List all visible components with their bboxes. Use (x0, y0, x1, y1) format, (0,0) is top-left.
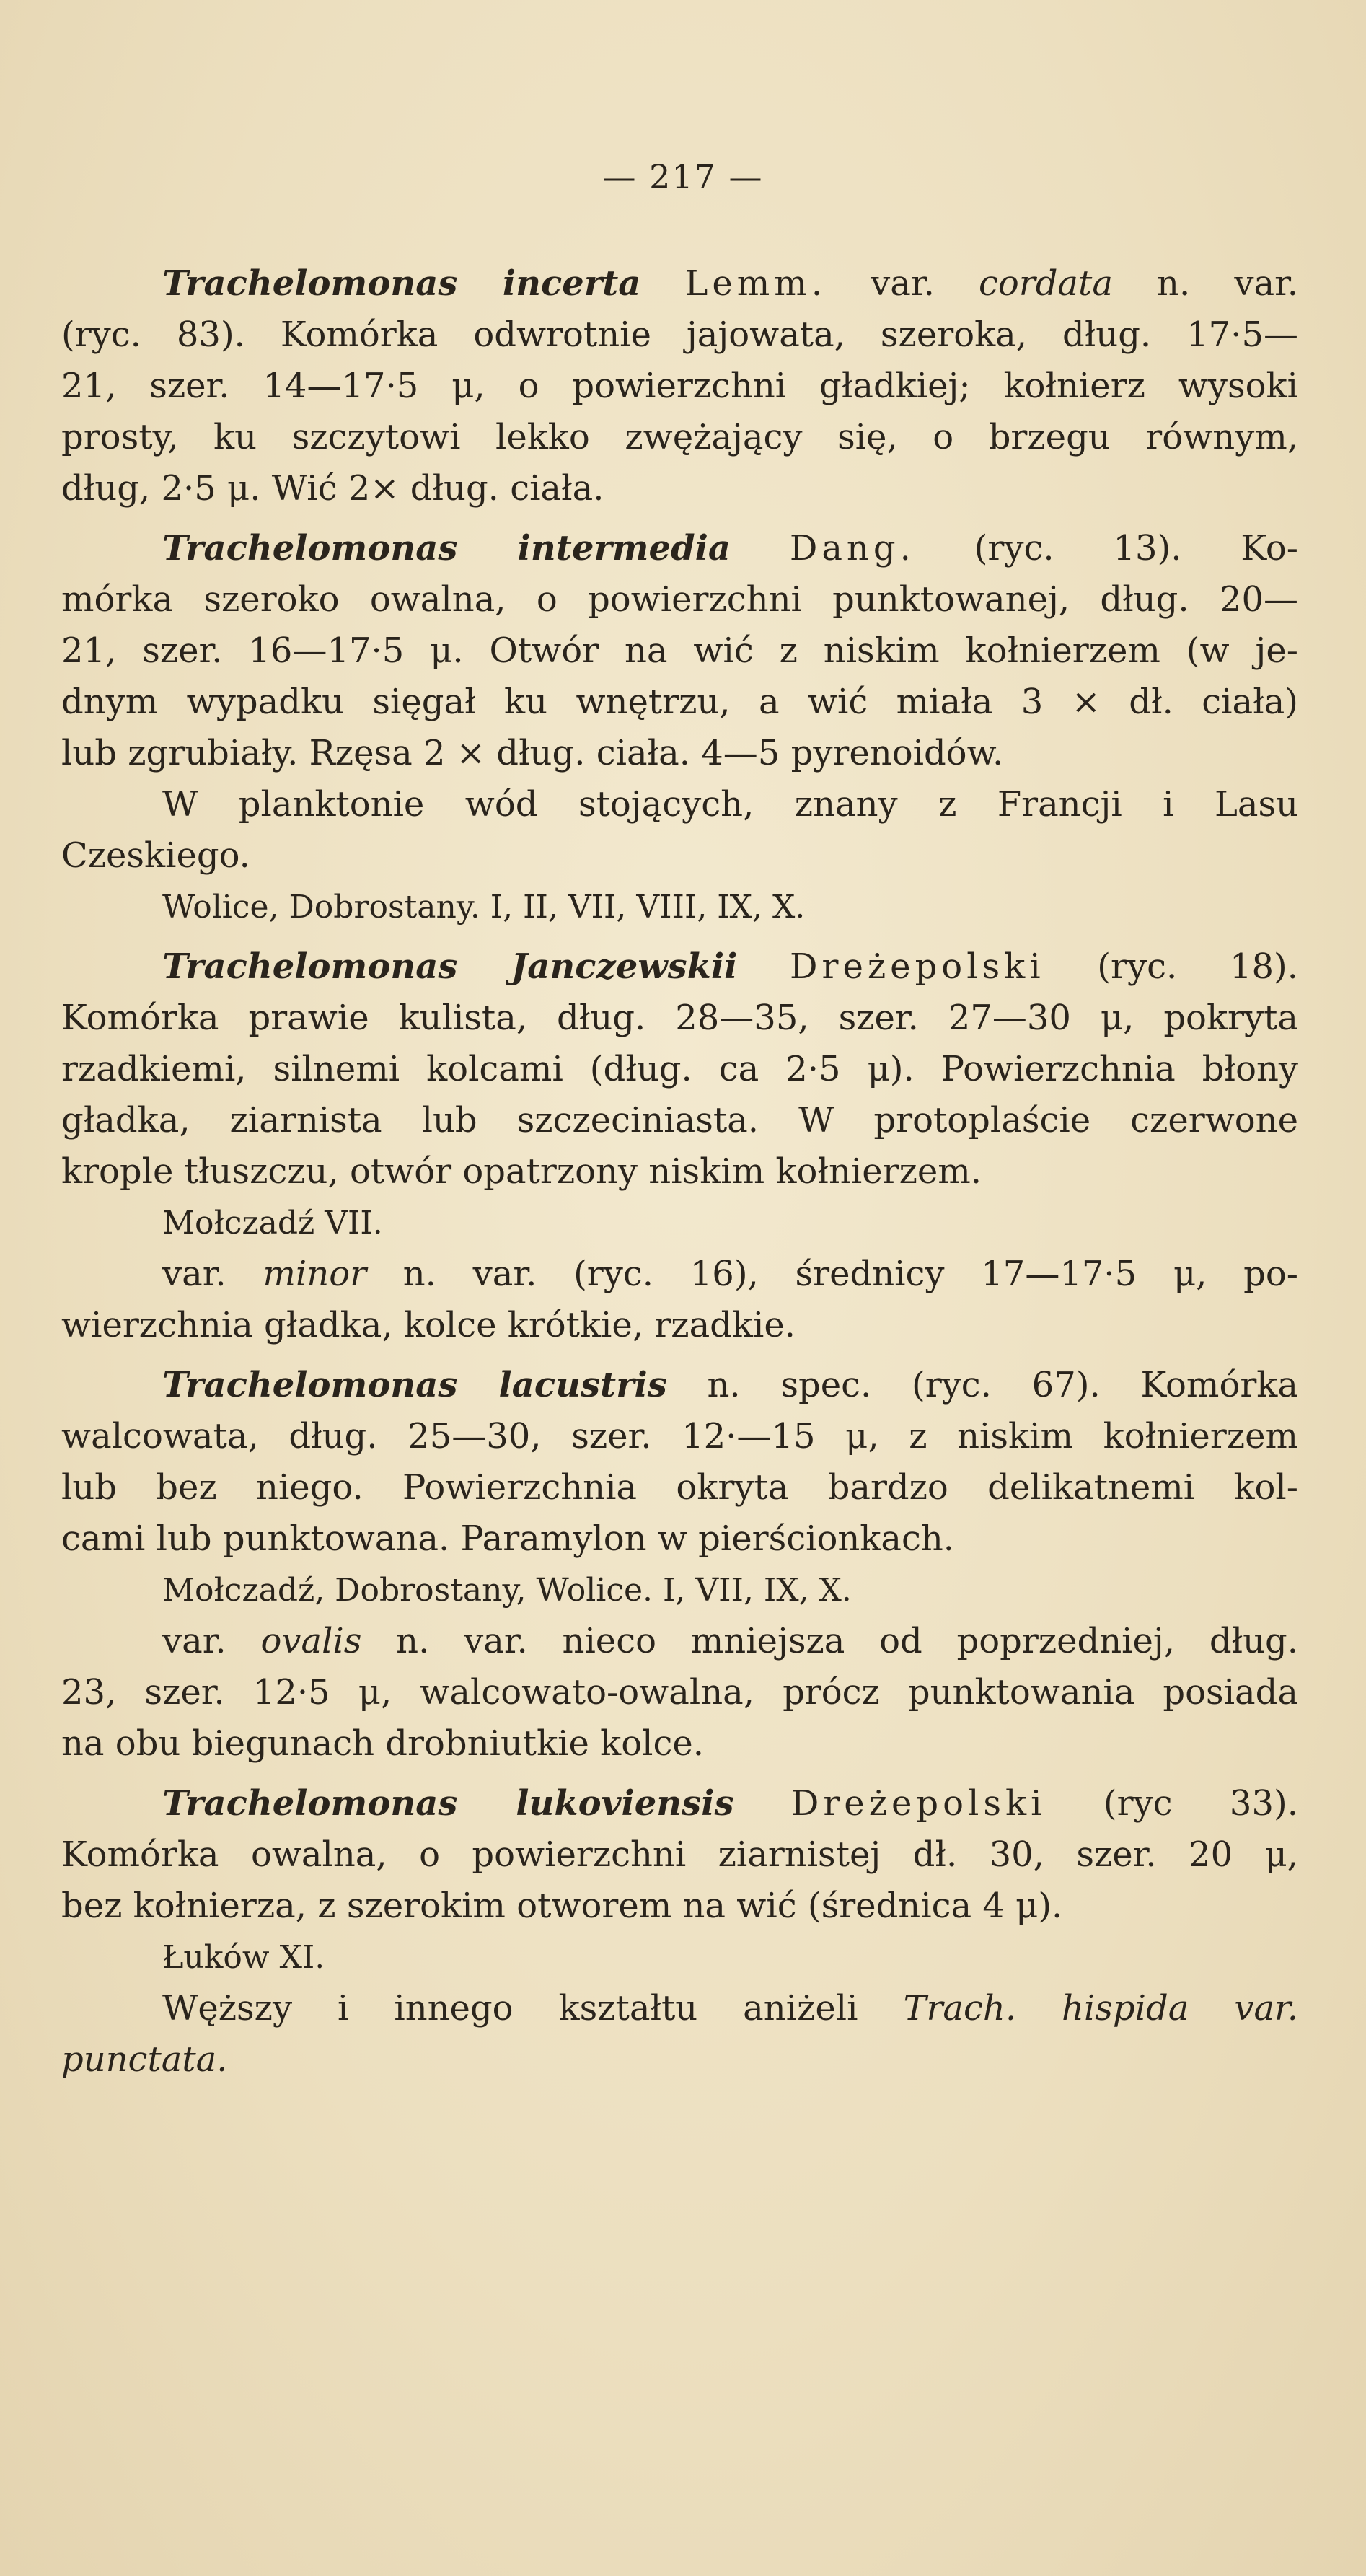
locality-line (61, 1197, 1298, 1249)
italic-term: Trach. hispida var. (903, 1988, 1298, 2028)
text-line (61, 1616, 1298, 1667)
text-line (61, 1411, 1298, 1462)
text-line (61, 1095, 1298, 1146)
text-line (61, 523, 1298, 574)
text-run: (ryc. 83). Komórka odwrotnie jajowata, szeroka, dług. 17·5— (61, 315, 1298, 355)
text-run: walcowata, dług. 25—30, szer. 12·—15 μ, z niskim kołnierzem (61, 1416, 1298, 1456)
text-run: (ryc. 18). (1044, 946, 1298, 987)
text-line (61, 463, 1298, 514)
species-name: Trachelomonas lukoviensis (162, 1783, 734, 1824)
text-line (61, 1778, 1298, 1829)
text-run: cami lub punktowana. Paramylon w pierścionkach. (61, 1518, 955, 1559)
text-run (733, 1783, 790, 1824)
text-line (61, 1513, 1298, 1565)
locality-line (61, 1932, 1298, 1983)
text-line (61, 258, 1298, 309)
text-run: mórka szeroko owalna, o powierzchni punktowanej, dług. 20— (61, 579, 1298, 620)
text-run: lub zgrubiały. Rzęsa 2 × dług. ciała. 4—5 pyrenoidów. (61, 733, 1004, 773)
text-run: n. spec. (ryc. 67). Komórka (666, 1365, 1298, 1405)
locality-line (61, 1565, 1298, 1616)
text-run: W planktonie wód stojących, znany z Francji i Lasu (162, 784, 1298, 825)
italic-term: punctata. (61, 2039, 228, 2080)
text-run: krople tłuszczu, otwór opatrzony niskim kołnierzem. (61, 1151, 982, 1192)
text-run: Komórka owalna, o powierzchni ziarnistej dł. 30, szer. 20 μ, (61, 1834, 1298, 1875)
text-line (61, 1881, 1298, 1932)
entry-trachelomonas-janczewskii (61, 941, 1298, 1351)
text-line (61, 1718, 1298, 1770)
text-run (737, 946, 790, 987)
text-line (61, 1300, 1298, 1351)
text-run: Mołczadź, Dobrostany, Wolice. I, VII, IX, X. (162, 1572, 852, 1609)
entry-trachelomonas-lukoviensis (61, 1778, 1298, 2085)
text-run: Węższy i innego kształtu aniżeli (162, 1988, 904, 2028)
body-text (61, 258, 1298, 2085)
text-run (731, 528, 790, 568)
locality-line (61, 882, 1298, 933)
text-run: (ryc. 13). Ko- (915, 528, 1298, 568)
text-line (61, 574, 1298, 625)
text-line (61, 779, 1298, 830)
text-line (61, 1829, 1298, 1881)
text-run: gładka, ziarnista lub szczeciniasta. W protoplaście czerwone (61, 1100, 1298, 1140)
entry-trachelomonas-lacustris (61, 1360, 1298, 1770)
text-line (61, 830, 1298, 882)
text-run: rzadkiemi, silnemi kolcami (dług. ca 2·5 μ). Powierzchnia błony (61, 1049, 1298, 1089)
text-run: na obu biegunach drobniutkie kolce. (61, 1723, 705, 1764)
text-run: Czeskiego. (61, 835, 250, 876)
species-name: Trachelomonas intermedia (162, 528, 731, 568)
text-line (61, 1044, 1298, 1095)
page-number: — 217 — (602, 157, 764, 196)
text-run: lub bez niego. Powierzchnia okryta bardzo delikatnemi kol- (61, 1467, 1298, 1508)
text-line (61, 677, 1298, 728)
text-run: 21, szer. 16—17·5 μ. Otwór na wić z niskim kołnierzem (w je- (61, 630, 1298, 671)
author-name: Lemm. (684, 263, 827, 304)
text-line (61, 728, 1298, 779)
text-line (61, 1983, 1298, 2034)
text-line (61, 993, 1298, 1044)
text-run: (ryc 33). (1046, 1783, 1298, 1824)
species-name: Trachelomonas Janczewskii (162, 946, 738, 987)
author-name: Dreżepolski (790, 1783, 1046, 1824)
text-run: dnym wypadku sięgał ku wnętrzu, a wić miała 3 × dł. ciała) (61, 682, 1298, 722)
species-name: Trachelomonas lacustris (162, 1365, 667, 1405)
italic-term: ovalis (260, 1621, 362, 1661)
text-run: var. (162, 1254, 263, 1294)
text-run (640, 263, 684, 304)
text-line (61, 1462, 1298, 1513)
author-name: Dreżepolski (790, 946, 1045, 987)
text-line (61, 2034, 1298, 2085)
text-line (61, 1249, 1298, 1300)
text-line (61, 1667, 1298, 1718)
text-run: var. (827, 263, 979, 304)
text-run: Wolice, Dobrostany. I, II, VII, VIII, IX, X. (162, 889, 806, 926)
species-name: Trachelomonas incerta (162, 263, 641, 304)
text-line (61, 309, 1298, 361)
text-run: wierzchnia gładka, kolce krótkie, rzadkie. (61, 1305, 796, 1345)
text-run: n. var. nieco mniejsza od poprzedniej, dług. (361, 1621, 1298, 1661)
text-run: 23, szer. 12·5 μ, walcowato-owalna, prócz punktowania posiada (61, 1672, 1298, 1713)
author-name: Dang. (789, 528, 915, 568)
text-run: prosty, ku szczytowi lekko zwężający się, o brzegu równym, (61, 417, 1298, 457)
text-line (61, 412, 1298, 463)
text-line (61, 941, 1298, 993)
text-run: Komórka prawie kulista, dług. 28—35, szer. 27—30 μ, pokryta (61, 998, 1298, 1038)
text-run: Mołczadź VII. (162, 1205, 383, 1241)
entry-trachelomonas-intermedia (61, 523, 1298, 933)
text-run: bez kołnierza, z szerokim otworem na wić (średnica 4 μ). (61, 1886, 1063, 1926)
text-line (61, 361, 1298, 412)
text-line (61, 625, 1298, 677)
italic-term: cordata (978, 263, 1113, 304)
text-run: var. (162, 1621, 261, 1661)
text-run: n. var. (1112, 263, 1298, 304)
text-line (61, 1146, 1298, 1197)
italic-term: minor (263, 1254, 367, 1294)
text-run: 21, szer. 14—17·5 μ, o powierzchni gładkiej; kołnierz wysoki (61, 366, 1298, 406)
entry-trachelomonas-incerta (61, 258, 1298, 514)
text-line (61, 1360, 1298, 1411)
text-run: Łuków XI. (162, 1939, 325, 1976)
text-run: n. var. (ryc. 16), średnicy 17—17·5 μ, po- (366, 1254, 1298, 1294)
text-run: dług, 2·5 μ. Wić 2× dług. ciała. (61, 468, 604, 509)
